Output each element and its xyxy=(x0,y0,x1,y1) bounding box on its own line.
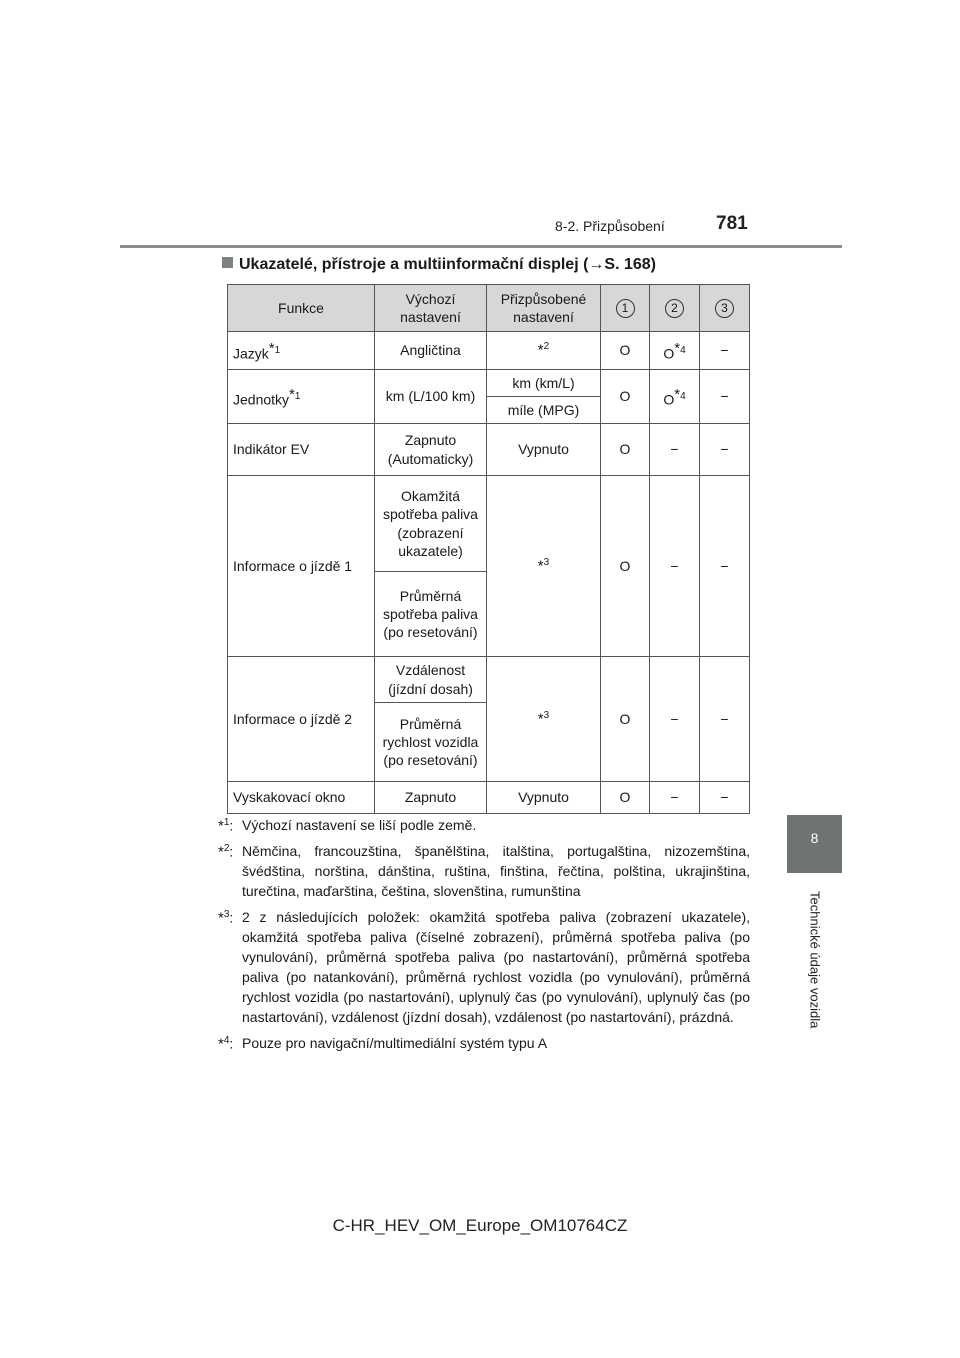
page-number: 781 xyxy=(716,213,748,234)
cell-c1: O xyxy=(601,476,650,657)
cell-default: Průměrná rychlost vozidla (po resetování) xyxy=(375,703,487,782)
cell-func: Indikátor EV xyxy=(228,424,375,476)
cell-default: Vzdálenost (jízdní dosah) xyxy=(375,657,487,703)
section-title: 8-2. Přizpůsobení xyxy=(555,218,665,234)
col-header-vychozi: Výchozí nastavení xyxy=(375,285,487,332)
table-row xyxy=(228,476,750,572)
settings-table xyxy=(227,284,750,814)
cell-func: Jednotky$^{*1}$ xyxy=(228,370,375,424)
cell-default: Zapnuto (Automaticky) xyxy=(375,424,487,476)
cell-c2: − xyxy=(650,476,700,657)
footnote: *$^1$: Výchozí nastavení se liší podle země. xyxy=(218,817,477,835)
cell-default: Angličtina xyxy=(375,332,487,370)
col-header-3 xyxy=(700,285,750,332)
cell-c2: − xyxy=(650,424,700,476)
chapter-number: 8 xyxy=(810,830,819,846)
cell-func: Vyskakovací okno xyxy=(228,782,375,814)
cell-c3: − xyxy=(700,370,750,424)
table-row xyxy=(228,332,750,370)
cell-default: Okamžitá spotřeba paliva (zobrazení ukazatele) xyxy=(375,476,487,572)
cell-c1: O xyxy=(601,782,650,814)
chapter-label: Technické údaje vozidla xyxy=(807,891,823,1029)
cell-c3: − xyxy=(700,657,750,782)
cell-custom: *$^3$ xyxy=(487,476,601,657)
cell-custom: Vypnuto xyxy=(487,424,601,476)
cell-func: Informace o jízdě 1 xyxy=(228,476,375,657)
cell-c1: O xyxy=(601,424,650,476)
cell-custom: *$^2$ xyxy=(487,332,601,370)
cell-c2: $O^{*4}$ xyxy=(650,370,700,424)
circled-number-2-icon: 2 xyxy=(665,299,684,318)
footnotes xyxy=(218,815,750,1059)
col-header-funkce: Funkce xyxy=(228,285,375,332)
table-row xyxy=(228,424,750,476)
cell-c2: $O^{*4}$ xyxy=(650,332,700,370)
cell-c1: O xyxy=(601,657,650,782)
cell-c3: − xyxy=(700,782,750,814)
cell-custom: míle (MPG) xyxy=(487,397,601,424)
col-header-1 xyxy=(601,285,650,332)
cell-c3: − xyxy=(700,476,750,657)
footnote: *$^3$: 2 z následujících položek: okamžitá spotřeba paliva (zobrazení ukazatele), okamžitá spotřeba paliva (číselné zobrazení), průměrná spotřeba paliva (po vynulování), průměrná spotřeba paliva (po nastartování), průměrná spotřeba paliva (po natankování), průměrná rychlost vozidla (po vynulování), průměrná rychlost vozidla (po nastartování), uplynulý čas (po vynulování), uplynulý čas (po nastartování), vzdálenost (jízdní dosah), vzdálenost (po nastartování), prázdná. xyxy=(218,909,750,1025)
cell-c1: O xyxy=(601,370,650,424)
cell-custom: Vypnuto xyxy=(487,782,601,814)
col-header-2 xyxy=(650,285,700,332)
table-row xyxy=(228,782,750,814)
header-rule xyxy=(120,245,842,248)
cell-default: Zapnuto xyxy=(375,782,487,814)
table-header-row xyxy=(228,285,750,332)
section-heading: Ukazatelé, přístroje a multiinformační displej (→S. 168) xyxy=(222,256,656,274)
cell-custom: *$^3$ xyxy=(487,657,601,782)
cell-func: Jazyk$^{*1}$ xyxy=(228,332,375,370)
square-bullet-icon xyxy=(222,257,233,268)
footnote: *$^4$: Pouze pro navigační/multimediální systém typu A xyxy=(218,1035,548,1053)
circled-number-1-icon: 1 xyxy=(616,299,635,318)
cell-c2: − xyxy=(650,657,700,782)
footer-doc-id: C-HR_HEV_OM_Europe_OM10764CZ xyxy=(332,1216,628,1235)
cell-default: Průměrná spotřeba paliva (po resetování) xyxy=(375,572,487,657)
footnote: *$^2$: Němčina, francouzština, španělština, italština, portugalština, nizozemština, švédština, norština, dánština, ruština, finština, řečtina, polština, ukrajinština, turečtina, maďarština, čeština, slovenština, rumunština xyxy=(218,843,750,899)
cell-c2: − xyxy=(650,782,700,814)
cell-c1: O xyxy=(601,332,650,370)
table-row xyxy=(228,370,750,397)
col-header-prizpusobene: Přizpůsobené nastavení xyxy=(487,285,601,332)
cell-custom: km (km/L) xyxy=(487,370,601,397)
circled-number-3-icon: 3 xyxy=(715,299,734,318)
table-row xyxy=(228,657,750,703)
cell-default: km (L/100 km) xyxy=(375,370,487,424)
cell-func: Informace o jízdě 2 xyxy=(228,657,375,782)
cell-c3: − xyxy=(700,332,750,370)
cell-c3: − xyxy=(700,424,750,476)
